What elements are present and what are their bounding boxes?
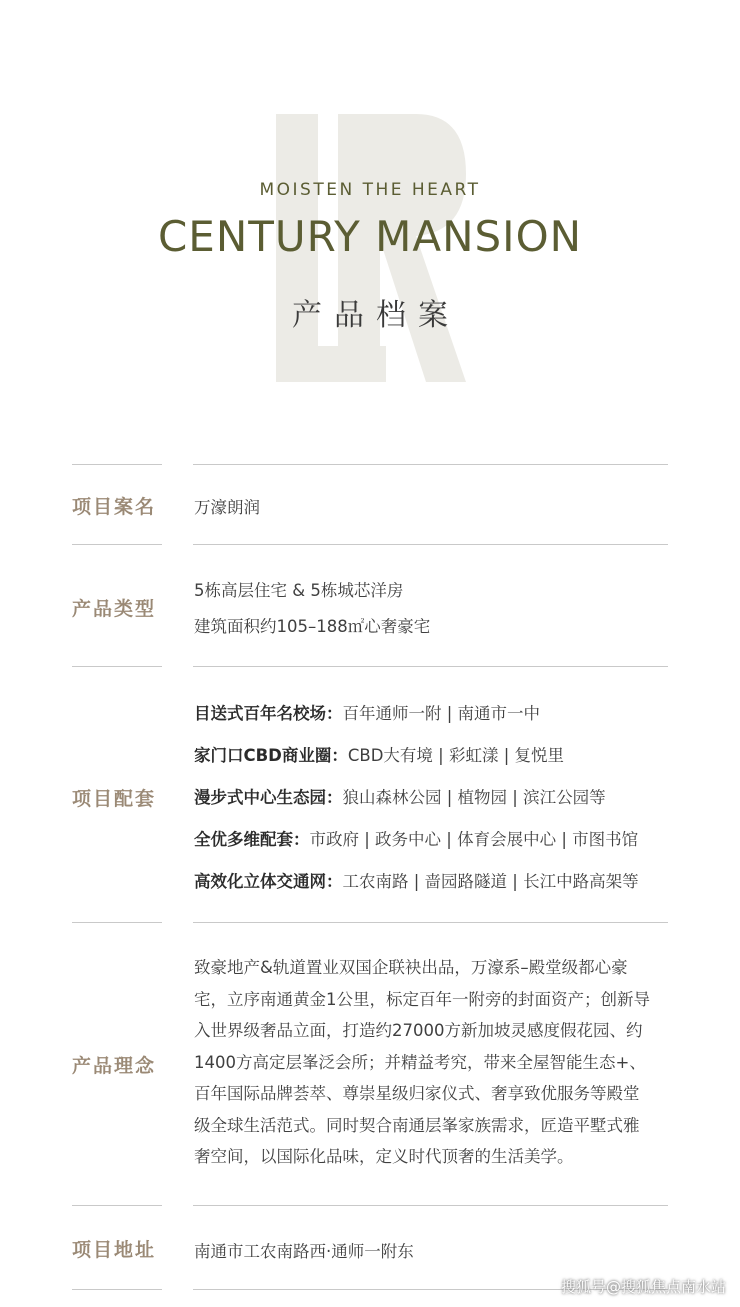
label-product-type: 产品类型 [72,598,157,620]
value-product-type-line1: 5栋高层住宅 & 5栋城芯洋房 [194,581,404,600]
divider [193,464,668,465]
label-project-address: 项目地址 [72,1239,157,1261]
facility-item [194,868,639,892]
facility-item [194,742,564,766]
page-subtitle: 产品档案 [292,298,460,333]
concept-line: 奢空间，以国际化品味，定义时代顶奢的生活美学。 [194,1147,574,1166]
concept-line: 百年国际品牌荟萃、尊崇星级归家仪式、奢享致优服务等殿堂 [194,1084,640,1103]
facility-title: 高效化立体交通网： [194,872,343,891]
brand-tagline: MOISTEN THE HEART [259,180,481,200]
facility-title: 家门口CBD商业圈： [194,746,348,765]
facility-detail: 市政府 | 政务中心 | 体育会展中心 | 市图书馆 [309,830,639,849]
divider [72,464,162,465]
divider [193,666,668,667]
facility-detail: 工农南路 | 啬园路隧道 | 长江中路高架等 [342,872,639,891]
facility-detail: 百年通师一附 | 南通市一中 [342,704,541,723]
label-product-concept: 产品理念 [72,1055,157,1077]
divider [193,922,668,923]
divider [193,1205,668,1206]
divider [72,1289,162,1290]
facility-item [194,826,638,850]
concept-line: 级全球生活范式。同时契合南通层峯家族需求，匠造平墅式雅 [194,1115,640,1135]
divider [193,544,668,545]
value-product-type-line2: 建筑面积约105–188㎡心奢豪宅 [194,617,431,636]
label-facilities: 项目配套 [72,788,157,810]
facility-item [194,784,606,808]
watermark: 搜狐号@搜狐焦点南水站 [560,1278,726,1296]
concept-line: 1400方高定层峯泛会所；并精益考究，带来全屋智能生态+、 [194,1052,646,1072]
facility-title: 漫步式中心生态园： [194,788,343,807]
facility-detail: CBD大有境 | 彩虹漾 | 复悦里 [347,746,565,765]
divider [72,1205,162,1206]
facility-title: 目送式百年名校场： [194,704,343,723]
facility-detail: 狼山森林公园 | 植物园 | 滨江公园等 [342,788,606,807]
concept-line: 致豪地产&轨道置业双国企联袂出品，万濠系–殿堂级都心豪 [194,958,628,977]
value-project-address: 南通市工农南路西·通师一附东 [194,1242,414,1261]
value-project-name: 万濠朗润 [194,498,260,517]
brand-name: CENTURY MANSION [157,212,583,261]
label-project-name: 项目案名 [72,496,157,518]
facility-item [194,700,540,724]
divider [72,666,162,667]
concept-line: 宅，立序南通黄金1公里，标定百年一附旁的封面资产；创新导 [194,989,650,1009]
divider [72,922,162,923]
facility-title: 全优多维配套： [194,830,310,849]
concept-line: 入世界级奢品立面，打造约27000方新加坡灵感度假花园、约 [194,1021,643,1040]
divider [72,544,162,545]
product-concept-text [194,952,674,1173]
